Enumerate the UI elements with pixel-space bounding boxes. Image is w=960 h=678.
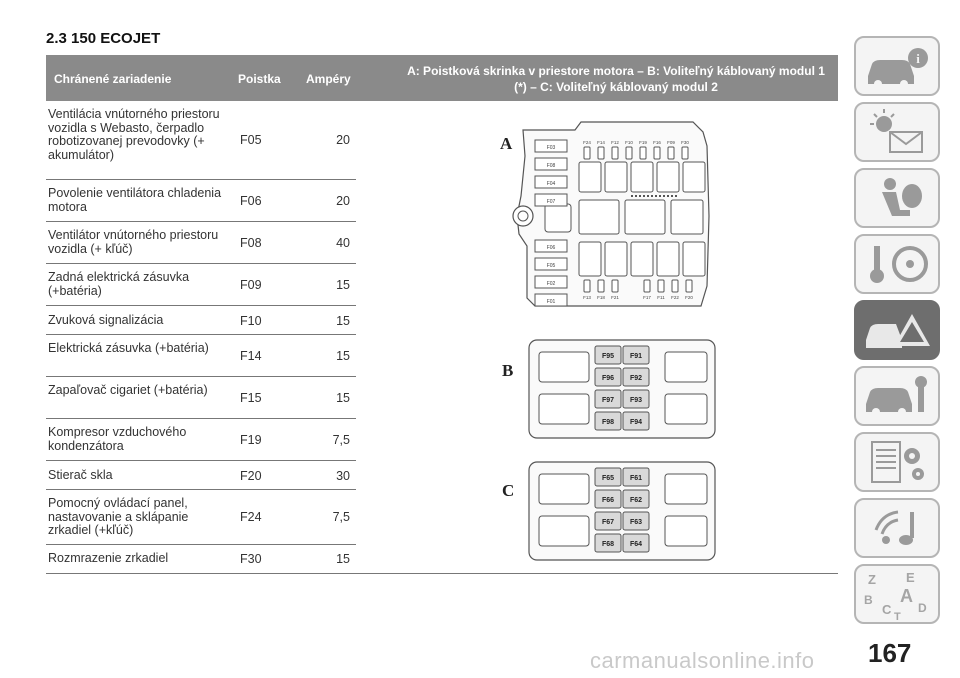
diagram-a-label: A: [500, 134, 513, 153]
fuse-label: F02: [546, 281, 556, 287]
fuse-label: F24: [583, 140, 591, 145]
chapter-tab-safety[interactable]: [854, 168, 940, 228]
fuse-label: F06: [546, 245, 556, 251]
row-device: Pomocný ovládací panel, nastavovanie a sklápanie zrkadiel (+kľúč): [48, 496, 189, 537]
relay-slot: [683, 242, 705, 276]
alphabet-index-icon: [856, 566, 938, 622]
fuse-label: F66: [601, 497, 615, 504]
table-row: [46, 179, 356, 222]
relay-slot: [579, 200, 619, 234]
header-description-line2: (*) – C: Voliteľný káblovaný modul 2: [514, 80, 718, 94]
row-amps: 7,5: [332, 510, 350, 524]
fuse-label: F97: [601, 397, 615, 404]
svg-text:T: T: [894, 611, 901, 622]
fuse-label: F98: [601, 419, 615, 426]
relay-slot: [657, 242, 679, 276]
key-steering-wheel-icon: [856, 236, 938, 292]
fuse-label: F20: [685, 295, 693, 300]
fuse-label: F21: [611, 295, 619, 300]
blade-fuse: [584, 280, 590, 292]
row-device: Ventilátor vnútorného priestoru vozidla (+ kľúč): [48, 228, 219, 256]
fuse-label: F67: [601, 519, 615, 526]
fuse-label: F93: [629, 397, 643, 404]
row-fuse: F14: [240, 349, 262, 363]
chapter-tab-starting-driving[interactable]: [854, 234, 940, 294]
fuse-label: F61: [629, 475, 643, 482]
svg-text:A: A: [900, 586, 913, 606]
row-fuse: F05: [240, 133, 262, 147]
diagram-c-label: C: [502, 481, 515, 500]
row-device: Zvuková signalizácia: [48, 313, 164, 327]
relay-slot: [605, 162, 627, 192]
row-device: Stierač skla: [48, 468, 113, 482]
row-fuse: F08: [240, 236, 262, 250]
fuse-label: F91: [629, 353, 643, 360]
blade-fuse: [612, 280, 618, 292]
chapter-tab-warning-lights[interactable]: [854, 102, 940, 162]
svg-text:B: B: [864, 593, 873, 607]
diagram-b-label: B: [502, 361, 514, 380]
fuse-label: F14: [597, 140, 605, 145]
row-device: Rozmrazenie zrkadiel: [48, 551, 169, 565]
row-amps: 15: [336, 391, 350, 405]
fuse-label: F13: [583, 295, 591, 300]
lamp-message-icon: [856, 104, 938, 160]
row-amps: 15: [336, 314, 350, 328]
relay-slot: [631, 162, 653, 192]
row-device: Zadná elektrická zásuvka (+batéria): [48, 270, 190, 298]
fuse-box-engine-diagram: [505, 116, 715, 316]
wiring-module-2-diagram: [527, 460, 717, 562]
fuse-label: F65: [601, 475, 615, 482]
fuse-label: F09: [667, 140, 675, 145]
row-fuse: F30: [240, 552, 262, 566]
fuse-label: F63: [629, 519, 643, 526]
row-amps: 20: [336, 194, 350, 208]
blade-fuse: [668, 147, 674, 159]
chapter-tab-technical-data[interactable]: [854, 432, 940, 492]
seat-airbag-icon: [856, 170, 938, 226]
fuse-label: F18: [597, 295, 605, 300]
fuse-label: F94: [629, 419, 643, 426]
fuse-label: F64: [629, 541, 643, 548]
relay-slot: [579, 242, 601, 276]
wiring-module-1-diagram: [527, 338, 717, 440]
blade-fuse: [612, 147, 618, 159]
fuse-label: F05: [546, 263, 556, 269]
row-amps: 15: [336, 278, 350, 292]
table-row: [46, 418, 356, 461]
spec-sheet-gear-icon: [856, 434, 938, 490]
row-fuse: F09: [240, 278, 262, 292]
fuse-label: F04: [546, 181, 556, 187]
blade-fuse: [686, 280, 692, 292]
row-device: Ventilácia vnútorného priestoru vozidla s Webasto, čerpadlo robotizovanej prevodovky (+ akumulátor): [48, 107, 220, 162]
page-number: 167: [868, 638, 912, 668]
table-row: [46, 221, 356, 264]
fuse-label: F96: [601, 375, 615, 382]
relay-slot: [683, 162, 705, 192]
table-row: [46, 544, 356, 572]
row-fuse: F24: [240, 510, 262, 524]
blade-fuse: [626, 147, 632, 159]
header-description-line1: A: Poistková skrinka v priestore motora – B: Voliteľný káblovaný modul 1: [407, 64, 825, 78]
table-row: [46, 305, 356, 335]
table-bottom-rule: [46, 573, 838, 574]
car-emergency-icon: [856, 302, 938, 358]
blade-fuse: [654, 147, 660, 159]
fuse-box-relays: [579, 162, 705, 276]
fuse-label: F01: [546, 299, 556, 305]
blade-fuse: [640, 147, 646, 159]
relay-slot: [631, 242, 653, 276]
fuse-label: F16: [653, 140, 661, 145]
table-row: [46, 263, 356, 306]
table-row: [46, 489, 356, 545]
blade-fuse: [658, 280, 664, 292]
chapter-tab-dashboard[interactable]: [854, 36, 940, 96]
table-row: [46, 334, 356, 377]
fuse-label: F68: [601, 541, 615, 548]
chapter-tab-maintenance[interactable]: [854, 366, 940, 426]
section-title: 2.3 150 ECOJET: [46, 30, 161, 47]
chapter-tab-index[interactable]: [854, 564, 940, 624]
fuse-label: F12: [611, 140, 619, 145]
relay-slot: [579, 162, 601, 192]
row-amps: 20: [336, 133, 350, 147]
row-amps: 40: [336, 236, 350, 250]
header-device: Chránené zariadenie: [54, 72, 172, 86]
blade-fuse: [598, 280, 604, 292]
fuse-label: F08: [546, 163, 556, 169]
fuse-label: F62: [629, 497, 643, 504]
table-row: [46, 376, 356, 419]
fuse-label: F17: [643, 295, 651, 300]
row-amps: 7,5: [332, 433, 350, 447]
table-row: [46, 101, 356, 180]
row-amps: 15: [336, 349, 350, 363]
row-device: Elektrická zásuvka (+batéria): [48, 341, 209, 355]
svg-text:Z: Z: [868, 572, 876, 587]
blade-fuse: [672, 280, 678, 292]
row-fuse: F20: [240, 469, 262, 483]
relay-slot: [625, 200, 665, 234]
relay-slot: [605, 242, 627, 276]
fuse-label: F22: [671, 295, 679, 300]
svg-text:D: D: [918, 601, 927, 615]
svg-text:C: C: [882, 602, 892, 617]
chapter-tab-multimedia[interactable]: [854, 498, 940, 558]
fuse-label: F07: [546, 199, 556, 205]
fuse-label: F19: [639, 140, 647, 145]
header-amps: Ampéry: [306, 72, 351, 86]
relay-slot: [657, 162, 679, 192]
watermark-text: carmanualsonline.info: [590, 648, 815, 673]
row-device: Kompresor vzduchového kondenzátora: [48, 425, 187, 453]
svg-text:i: i: [916, 51, 920, 66]
chapter-tab-emergency[interactable]: [854, 300, 940, 360]
fuse-label: F03: [546, 145, 556, 151]
row-amps: 30: [336, 469, 350, 483]
fuse-label: F95: [601, 353, 615, 360]
car-info-icon: [856, 38, 938, 94]
table-row: [46, 460, 356, 490]
row-device: Zapaľovač cigariet (+batéria): [48, 383, 208, 397]
blade-fuse: [598, 147, 604, 159]
header-description: [394, 63, 838, 95]
row-fuse: F10: [240, 314, 262, 328]
relay-slot: [671, 200, 703, 234]
fuse-label: F10: [625, 140, 633, 145]
row-amps: 15: [336, 552, 350, 566]
row-fuse: F15: [240, 391, 262, 405]
fuse-label: F30: [681, 140, 689, 145]
row-fuse: F19: [240, 433, 262, 447]
car-wrench-icon: [856, 368, 938, 424]
svg-text:E: E: [906, 570, 915, 585]
header-fuse: Poistka: [238, 72, 281, 86]
table-header: [46, 55, 838, 101]
multimedia-note-icon: [856, 500, 938, 556]
blade-fuse: [682, 147, 688, 159]
blade-fuse: [584, 147, 590, 159]
blade-fuse: [644, 280, 650, 292]
row-fuse: F06: [240, 194, 262, 208]
fuse-label: F92: [629, 375, 643, 382]
row-device: Povolenie ventilátora chladenia motora: [48, 186, 222, 214]
fuse-label: F11: [657, 295, 665, 300]
